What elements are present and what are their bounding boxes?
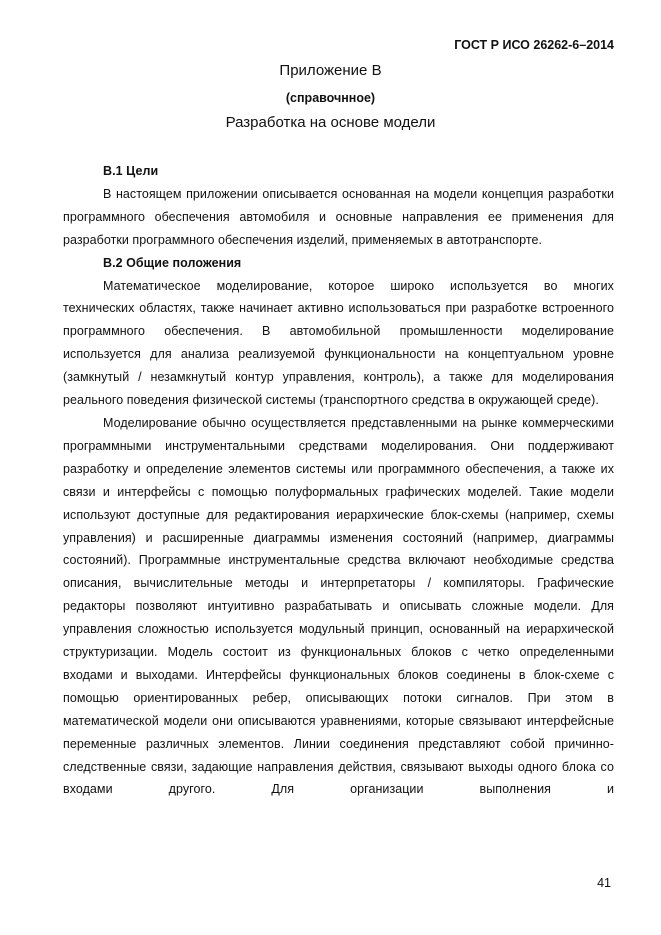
paragraph-goals: В настоящем приложении описывается основанная на модели концепция разработки программного обеспечения автомобиля и основные направления ее применения для разработки программного обеспечения изделий, применяемых в автотранспорте. <box>63 186 614 247</box>
standard-code: ГОСТ Р ИСО 26262-6–2014 <box>454 38 614 52</box>
page-number: 41 <box>597 876 611 890</box>
paragraph-general-1: Математическое моделирование, которое широко используется во многих технических областях, также начинает активно использоваться при разработке встроенного программного обеспечения. В автомобильной промышленности моделирование используется для анализа реализуемой функциональности на концептуальном уровне (замкнутый / незамкнутый контур управления, контроль), а также для моделирования реального поведения физической системы (транспортного средства в окружающей среде). <box>63 278 614 408</box>
section-heading-goals: В.1 Цели <box>103 164 159 178</box>
document-body <box>63 160 614 801</box>
appendix-subtitle: (справочнное) <box>285 91 376 105</box>
appendix-name: Разработка на основе модели <box>225 114 436 131</box>
appendix-title: Приложение В <box>279 62 382 79</box>
paragraph-general-2: Моделирование обычно осуществляется представленными на рынке коммерческими программными инструментальными средствами моделирования. Они поддерживают разработку и определение элементов системы или программного обеспечения, а также их связи и интерфейсы с помощью полуформальных графических моделей. Такие модели используют доступные для редактирования иерархические блок-схемы (например, схемы управления) и расширенные диаграммы изменения состояний (например, диаграммы состояний). Программные инструментальные средства включают необходимые средства описания, вычислительные методы и интерпретаторы / компиляторы. Графические редакторы позволяют интуитивно разрабатывать и описывать сложные модели. Для управления сложностью используется модульный принцип, основанный на иерархической структуризации. Модель состоит из функциональных блоков с четко определенными входами и выходами. Интерфейсы функциональных блоков соединены в блок-схеме с помощью ориентированных ребер, описывающих потоки сигналов. При этом в математической модели они описываются уравнениями, которые связывают интерфейсные переменные различных элементов. Линии соединения представляют собой причинно-следственные связи, задающие направления действия, связывают выходы одного блока со входами другого. Для организации выполнения и <box>63 415 614 797</box>
section-heading-general: В.2 Общие положения <box>103 255 242 270</box>
